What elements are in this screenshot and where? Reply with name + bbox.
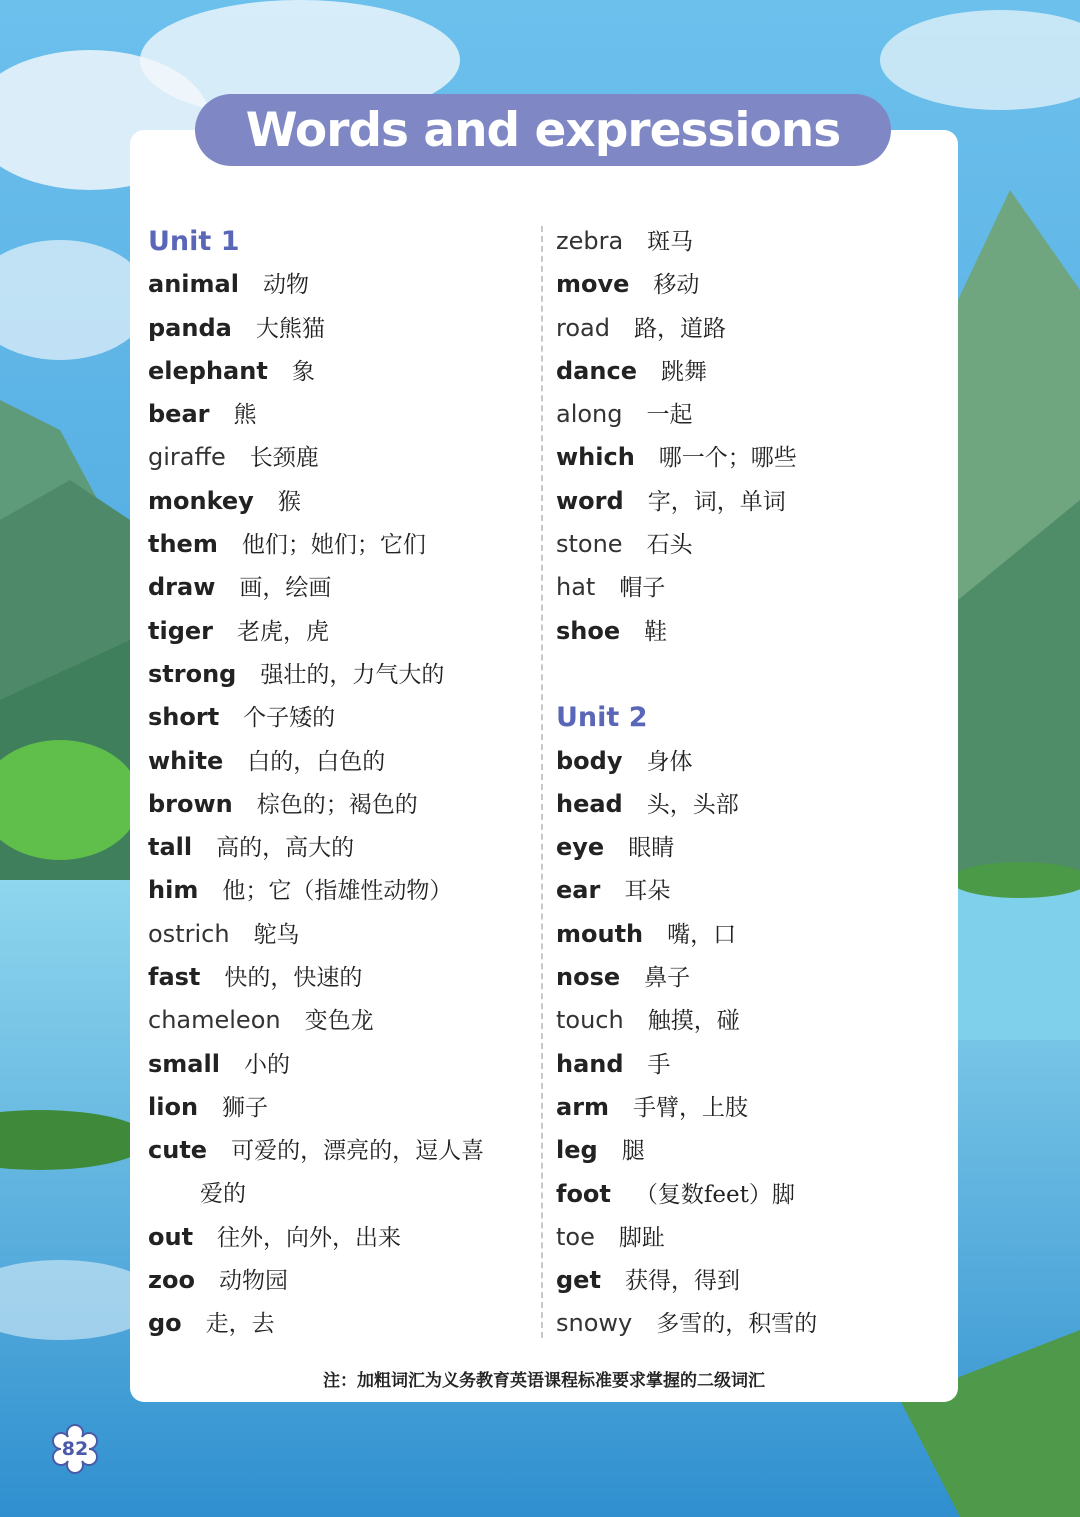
vocab-entry	[556, 956, 936, 999]
chinese-meaning: 嘴，口	[667, 921, 737, 948]
chinese-meaning: 斑马	[647, 229, 694, 255]
column-divider	[541, 226, 543, 1338]
vocab-entry	[556, 1086, 936, 1129]
english-word: lion	[148, 1092, 199, 1121]
chinese-meaning: 一起	[646, 402, 693, 429]
chinese-meaning: 高的，高大的	[216, 835, 355, 862]
english-word: zoo	[148, 1266, 195, 1295]
english-word: leg	[556, 1136, 598, 1165]
english-word: ostrich	[148, 919, 230, 948]
chinese-meaning: 跳舞	[660, 358, 707, 385]
chinese-meaning: 大熊猫	[255, 315, 325, 342]
vocab-entry	[148, 480, 528, 523]
page-number-badge	[50, 1424, 100, 1474]
vocab-entry	[148, 1302, 528, 1345]
chinese-meaning: 触摸，碰	[647, 1008, 740, 1035]
chinese-meaning: 动物	[262, 272, 309, 299]
chinese-meaning: 获得，得到	[624, 1268, 740, 1295]
vocab-entry	[148, 956, 528, 999]
chinese-meaning: 哪一个；哪些	[658, 445, 797, 472]
chinese-meaning: 手	[647, 1051, 671, 1078]
vocab-entry	[148, 653, 528, 696]
vocab-entry	[148, 523, 528, 566]
chinese-meaning: 路，道路	[633, 315, 726, 342]
vocab-entry	[556, 436, 936, 479]
vocab-entry	[556, 913, 936, 956]
chinese-meaning: 身体	[646, 748, 693, 775]
footer-note: 注：加粗词汇为义务教育英语课程标准要求掌握的二级词汇	[323, 1371, 765, 1391]
english-word: snowy	[556, 1309, 633, 1338]
chinese-meaning: 脚趾	[618, 1224, 665, 1251]
english-word: along	[556, 400, 623, 429]
chinese-meaning: 白的，白色的	[247, 748, 386, 775]
english-word: giraffe	[148, 443, 226, 472]
chinese-meaning: 熊	[233, 402, 257, 429]
chinese-meaning: 可爱的，漂亮的，逗人喜	[231, 1138, 485, 1165]
chinese-meaning: 爱的	[200, 1180, 246, 1207]
vocab-entry	[148, 566, 528, 609]
chinese-meaning: 多雪的，积雪的	[656, 1311, 818, 1338]
chinese-meaning: 画，绘画	[239, 575, 332, 602]
english-word: elephant	[148, 356, 268, 385]
chinese-meaning: 字，词，单词	[647, 488, 786, 515]
english-word: road	[556, 313, 610, 342]
vocab-entry	[148, 869, 528, 912]
english-word: bear	[148, 400, 210, 429]
vocab-entry-continuation	[148, 1173, 528, 1216]
vocab-entry	[148, 696, 528, 739]
english-word: cute	[148, 1136, 208, 1165]
english-word: shoe	[556, 616, 621, 645]
english-word: out	[148, 1222, 194, 1251]
vocab-entry	[556, 566, 936, 609]
chinese-meaning: 帽子	[619, 575, 666, 602]
english-word: go	[148, 1309, 182, 1338]
vocab-entry	[556, 307, 936, 350]
right-column	[556, 220, 936, 1346]
chinese-meaning: 长颈鹿	[249, 445, 319, 472]
chinese-meaning: （复数feet）脚	[634, 1181, 795, 1208]
vocab-entry	[556, 480, 936, 523]
english-word: body	[556, 746, 623, 775]
vocab-entry	[148, 393, 528, 436]
chinese-meaning: 强壮的，力气大的	[260, 661, 445, 688]
vocab-entry	[556, 220, 936, 263]
english-word: move	[556, 270, 630, 299]
english-word: zebra	[556, 227, 624, 255]
vocab-entry	[556, 393, 936, 436]
chinese-meaning: 象	[291, 358, 315, 385]
english-word: panda	[148, 313, 232, 342]
vocab-entry	[556, 610, 936, 653]
english-word: them	[148, 530, 218, 559]
chinese-meaning: 他；它（指雄性动物）	[222, 878, 453, 905]
page-number: 82	[61, 1438, 89, 1460]
english-word: mouth	[556, 919, 644, 948]
chinese-meaning: 鼻子	[644, 965, 691, 992]
chinese-meaning: 动物园	[218, 1268, 288, 1295]
english-word: short	[148, 703, 220, 732]
vocab-entry	[556, 999, 936, 1042]
vocab-entry	[556, 1302, 936, 1345]
chinese-meaning: 变色龙	[304, 1008, 374, 1035]
english-word: touch	[556, 1006, 624, 1035]
chinese-meaning: 手臂，上肢	[633, 1094, 749, 1121]
vocab-entry	[148, 999, 528, 1042]
chinese-meaning: 头，头部	[646, 791, 739, 818]
english-word: hat	[556, 573, 596, 602]
chinese-meaning: 耳朵	[624, 878, 671, 905]
chinese-meaning: 走，去	[205, 1311, 275, 1338]
vocab-entry	[148, 1043, 528, 1086]
chinese-meaning: 猴	[277, 488, 301, 515]
vocab-entry	[556, 523, 936, 566]
english-word: head	[556, 789, 623, 818]
vocab-entry	[148, 350, 528, 393]
english-word: word	[556, 486, 624, 515]
unit-2-title: Unit 2	[556, 702, 648, 734]
chinese-meaning: 他们；她们；它们	[241, 532, 426, 559]
english-word: ear	[556, 876, 601, 905]
chinese-meaning: 往外，向外，出来	[217, 1224, 402, 1251]
vocab-entry	[148, 436, 528, 479]
chinese-meaning: 棕色的；褐色的	[256, 791, 418, 818]
chinese-meaning: 小的	[243, 1051, 290, 1078]
vocab-entry	[556, 263, 936, 306]
chinese-meaning: 狮子	[222, 1094, 269, 1121]
english-word: white	[148, 746, 224, 775]
vocab-entry	[148, 263, 528, 306]
vocab-entry	[556, 350, 936, 393]
unit-1-title: Unit 1	[148, 226, 240, 257]
vocab-entry	[556, 1216, 936, 1259]
english-word: tiger	[148, 616, 213, 645]
english-word: which	[556, 443, 635, 472]
english-word: nose	[556, 963, 621, 992]
chinese-meaning: 移动	[653, 272, 700, 299]
vocab-entry	[556, 826, 936, 869]
english-word: get	[556, 1266, 601, 1295]
left-column	[148, 220, 528, 1346]
chinese-meaning: 快的，快速的	[224, 965, 363, 992]
english-word: monkey	[148, 486, 254, 515]
vocab-entry	[556, 869, 936, 912]
english-word: him	[148, 876, 199, 905]
chinese-meaning: 眼睛	[628, 835, 675, 862]
vocab-entry	[556, 1259, 936, 1302]
spacer	[556, 653, 936, 696]
vocab-entry	[556, 1129, 936, 1172]
english-word: hand	[556, 1049, 624, 1078]
chinese-meaning: 鞋	[644, 618, 668, 645]
english-word: brown	[148, 789, 233, 818]
page-title: Words and expressions	[195, 94, 891, 166]
vocab-entry	[148, 913, 528, 956]
english-word: eye	[556, 833, 605, 862]
english-word: tall	[148, 833, 193, 862]
english-word: small	[148, 1049, 220, 1078]
english-word: chameleon	[148, 1006, 281, 1035]
english-word: arm	[556, 1092, 610, 1121]
chinese-meaning: 老虎，虎	[237, 618, 329, 645]
vocab-entry	[148, 1129, 528, 1172]
chinese-meaning: 腿	[621, 1138, 645, 1165]
english-word: animal	[148, 270, 239, 299]
english-word: toe	[556, 1222, 595, 1251]
vocab-entry	[148, 1086, 528, 1129]
english-word: foot	[556, 1179, 611, 1208]
vocab-entry	[556, 1043, 936, 1086]
english-word: draw	[148, 573, 216, 602]
vocab-entry	[148, 1259, 528, 1302]
english-word: dance	[556, 356, 637, 385]
vocab-entry	[556, 1173, 936, 1216]
vocab-entry	[556, 740, 936, 783]
english-word: fast	[148, 963, 201, 992]
vocab-entry	[148, 826, 528, 869]
vocab-entry	[148, 307, 528, 350]
vocab-entry	[148, 783, 528, 826]
vocab-entry	[556, 783, 936, 826]
chinese-meaning: 鸵鸟	[253, 921, 300, 948]
chinese-meaning: 石头	[646, 532, 693, 559]
vocab-entry	[148, 740, 528, 783]
english-word: stone	[556, 530, 623, 559]
english-word: strong	[148, 659, 237, 688]
chinese-meaning: 个子矮的	[243, 705, 336, 732]
vocab-entry	[148, 1216, 528, 1259]
vocab-entry	[148, 610, 528, 653]
